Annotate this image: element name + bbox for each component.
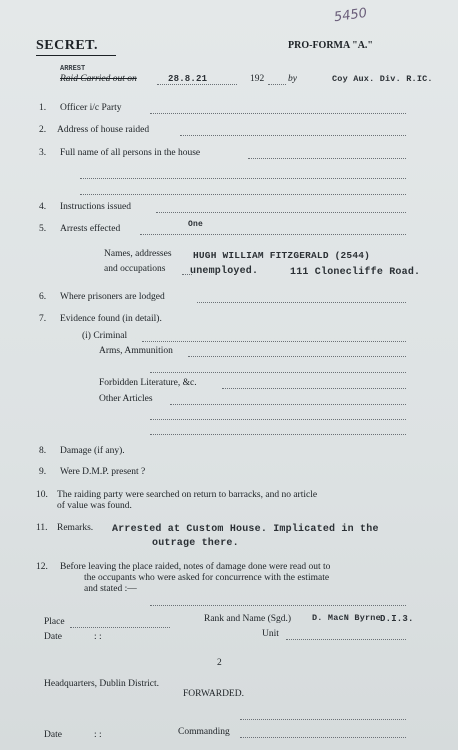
other-articles-label: Other Articles [99, 394, 153, 404]
item-number: 5. [39, 224, 47, 234]
criminal-line [142, 341, 406, 342]
date2-separators: : : [94, 730, 102, 740]
instructions-line [156, 212, 406, 213]
item-number: 2. [39, 125, 47, 135]
prisoners-label: Where prisoners are lodged [60, 292, 165, 302]
date-separators: : : [94, 632, 102, 642]
occupations-label: and occupations [104, 264, 166, 274]
item-number: 9. [39, 467, 47, 477]
other-articles-line [150, 434, 406, 435]
commanding-line [240, 737, 406, 738]
document-title: SECRET. [36, 38, 98, 53]
raid-label: Raid Carried out on [60, 74, 137, 84]
raid-by-value: Coy Aux. Div. R.IC. [332, 74, 433, 84]
arms-label: Arms, Ammunition [99, 346, 173, 356]
persons-line [248, 158, 406, 159]
title-underline [36, 55, 116, 56]
unit-label: Unit [262, 629, 279, 639]
arrests-label: Arrests effected [60, 224, 121, 234]
handwritten-ref-number: 5450 [333, 5, 368, 26]
other-articles-line [150, 419, 406, 420]
raid-date: 28.8.21 [168, 74, 208, 84]
instructions-label: Instructions issued [60, 202, 131, 212]
damage-notes-line3: and stated :— [84, 584, 137, 594]
raid-date-line [157, 84, 237, 85]
rank-name-label: Rank and Name (Sgd.) [204, 614, 292, 624]
forwarded-label: FORWARDED. [183, 689, 244, 699]
arrested-name: HUGH WILLIAM FITZGERALD (2544) [193, 250, 371, 261]
arms-line [150, 372, 406, 373]
place-line [70, 627, 170, 628]
evidence-label: Evidence found (in detail). [60, 314, 162, 324]
item-number: 7. [39, 314, 47, 324]
prisoners-line [197, 302, 406, 303]
officer-label: Officer i/c Party [60, 103, 122, 113]
persons-line [80, 178, 406, 179]
item-number: 3. [39, 148, 47, 158]
unit-line [286, 639, 406, 640]
remarks-line1: Arrested at Custom House. Implicated in the [112, 524, 379, 535]
arms-line [188, 356, 406, 357]
damage-notes-line2: the occupants who were asked for concurrence with the estimate [84, 573, 330, 583]
dmp-label: Were D.M.P. present ? [60, 467, 146, 477]
item-number: 1. [39, 103, 47, 113]
damage-notes-line1: Before leaving the place raided, notes of damage done were read out to [60, 562, 331, 572]
address-line [180, 135, 406, 136]
date-label: Date [44, 632, 62, 642]
raid-year: 192 [250, 74, 265, 84]
damage-label: Damage (if any). [60, 446, 125, 456]
arrest-stamp: ARREST [60, 65, 86, 73]
other-articles-line [170, 404, 406, 405]
item-number: 11. [36, 523, 48, 533]
item-number: 10. [36, 490, 48, 500]
item-number: 4. [39, 202, 47, 212]
criminal-label: (i) Criminal [82, 331, 128, 341]
remarks-label: Remarks. [57, 523, 94, 533]
raid-by-label: by [288, 74, 297, 84]
commanding-label: Commanding [178, 727, 230, 737]
remarks-line2: outrage there. [152, 538, 239, 549]
forwarded-line [240, 719, 406, 720]
page-number: 2 [217, 658, 222, 668]
arrests-line [140, 234, 406, 235]
date2-label: Date [44, 730, 62, 740]
persons-line [80, 194, 406, 195]
searched-text-line1: The raiding party were searched on return to barracks, and no article [57, 490, 318, 500]
item-number: 8. [39, 446, 47, 456]
persons-label: Full name of all persons in the house [60, 148, 201, 158]
place-label: Place [44, 617, 65, 627]
damage-notes-line [150, 605, 406, 606]
officer-line [150, 113, 406, 114]
signed-name: D. MacN Byrne [312, 613, 381, 623]
signed-rank: D.I.3. [380, 614, 414, 624]
raid-year-line [268, 84, 286, 85]
proforma-label: PRO-FORMA "A." [288, 40, 373, 51]
searched-text-line2: of value was found. [57, 501, 132, 511]
arrested-address: 111 Clonecliffe Road. [290, 267, 421, 278]
address-label: Address of house raided [57, 125, 150, 135]
literature-line [222, 388, 406, 389]
names-label: Names, addresses [104, 249, 172, 259]
occupation-value: unemployed. [190, 266, 259, 277]
literature-label: Forbidden Literature, &c. [99, 378, 197, 388]
headquarters-label: Headquarters, Dublin District. [44, 679, 160, 689]
item-number: 6. [39, 292, 47, 302]
item-number: 12. [36, 562, 48, 572]
arrests-value: One [188, 220, 204, 229]
